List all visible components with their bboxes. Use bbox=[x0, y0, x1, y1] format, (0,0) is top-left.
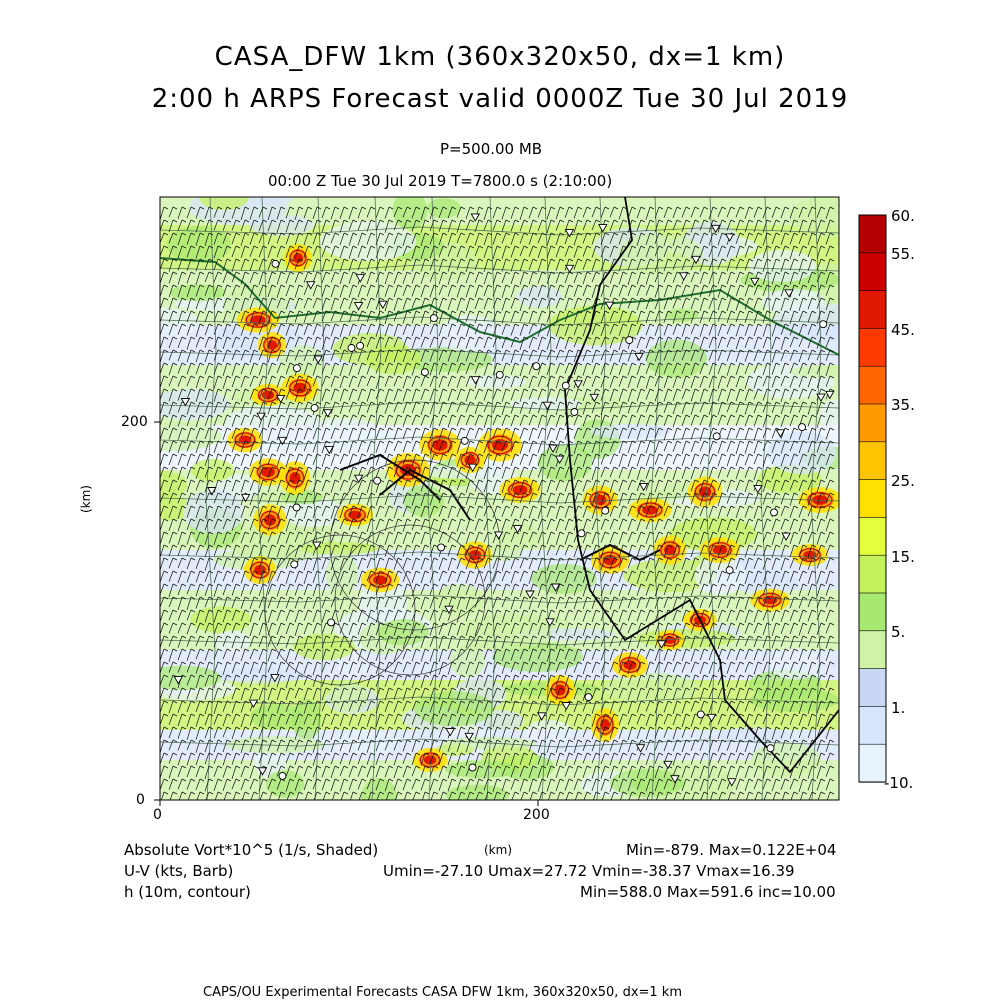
colorbar-label-35: 35. bbox=[891, 396, 915, 414]
y-axis-unit: (km) bbox=[79, 484, 94, 514]
colorbar-swatch bbox=[859, 517, 886, 555]
colorbar bbox=[859, 215, 886, 782]
colorbar-swatch bbox=[859, 291, 886, 329]
colorbar-swatch bbox=[859, 366, 886, 404]
x-axis-unit: (km) bbox=[484, 843, 513, 857]
colorbar-swatch bbox=[859, 744, 886, 782]
y-tick-0: 0 bbox=[136, 792, 145, 808]
legend-stats-vorticity: Min=-879. Max=0.122E+04 bbox=[626, 841, 837, 859]
colorbar-swatch bbox=[859, 669, 886, 707]
colorbar-swatch bbox=[859, 328, 886, 366]
colorbar-swatch bbox=[859, 404, 886, 442]
colorbar-swatch bbox=[859, 631, 886, 669]
y-tick-200: 200 bbox=[121, 414, 148, 430]
title-line-2: 2:00 h ARPS Forecast valid 0000Z Tue 30 Jul 2019 bbox=[151, 84, 849, 114]
colorbar-swatch bbox=[859, 555, 886, 593]
colorbar-label-1: 1. bbox=[891, 699, 906, 717]
colorbar-label-60: 60. bbox=[891, 207, 915, 225]
colorbar-label-15: 15. bbox=[891, 548, 915, 566]
legend-field-height: h (10m, contour) bbox=[124, 883, 251, 901]
colorbar-label-55: 55. bbox=[891, 245, 915, 263]
level-label: P=500.00 MB bbox=[440, 140, 543, 158]
colorbar-label-45: 45. bbox=[891, 321, 915, 339]
footer-credit: CAPS/OU Experimental Forecasts CASA DFW 1km, 360x320x50, dx=1 km bbox=[203, 985, 683, 1000]
legend-stats-wind: Umin=-27.10 Umax=27.72 Vmin=-38.37 Vmax=16.39 bbox=[383, 862, 795, 880]
legend-stats-height: Min=588.0 Max=591.6 inc=10.00 bbox=[580, 883, 836, 901]
colorbar-swatch bbox=[859, 215, 886, 253]
colorbar-label-minus10: -10. bbox=[884, 774, 914, 792]
colorbar-swatch bbox=[859, 706, 886, 744]
colorbar-swatch bbox=[859, 480, 886, 518]
legend-field-wind: U-V (kts, Barb) bbox=[124, 862, 234, 880]
colorbar-swatch bbox=[859, 253, 886, 291]
colorbar-label-25: 25. bbox=[891, 472, 915, 490]
colorbar-swatch bbox=[859, 442, 886, 480]
colorbar-swatch bbox=[859, 593, 886, 631]
title-line-1: CASA_DFW 1km (360x320x50, dx=1 km) bbox=[214, 42, 786, 72]
legend-field-vorticity: Absolute Vort*10^5 (1/s, Shaded) bbox=[124, 841, 379, 859]
x-tick-200: 200 bbox=[523, 807, 550, 823]
x-tick-0: 0 bbox=[153, 807, 162, 823]
colorbar-label-5: 5. bbox=[891, 623, 906, 641]
time-label: 00:00 Z Tue 30 Jul 2019 T=7800.0 s (2:10:00) bbox=[268, 172, 613, 190]
